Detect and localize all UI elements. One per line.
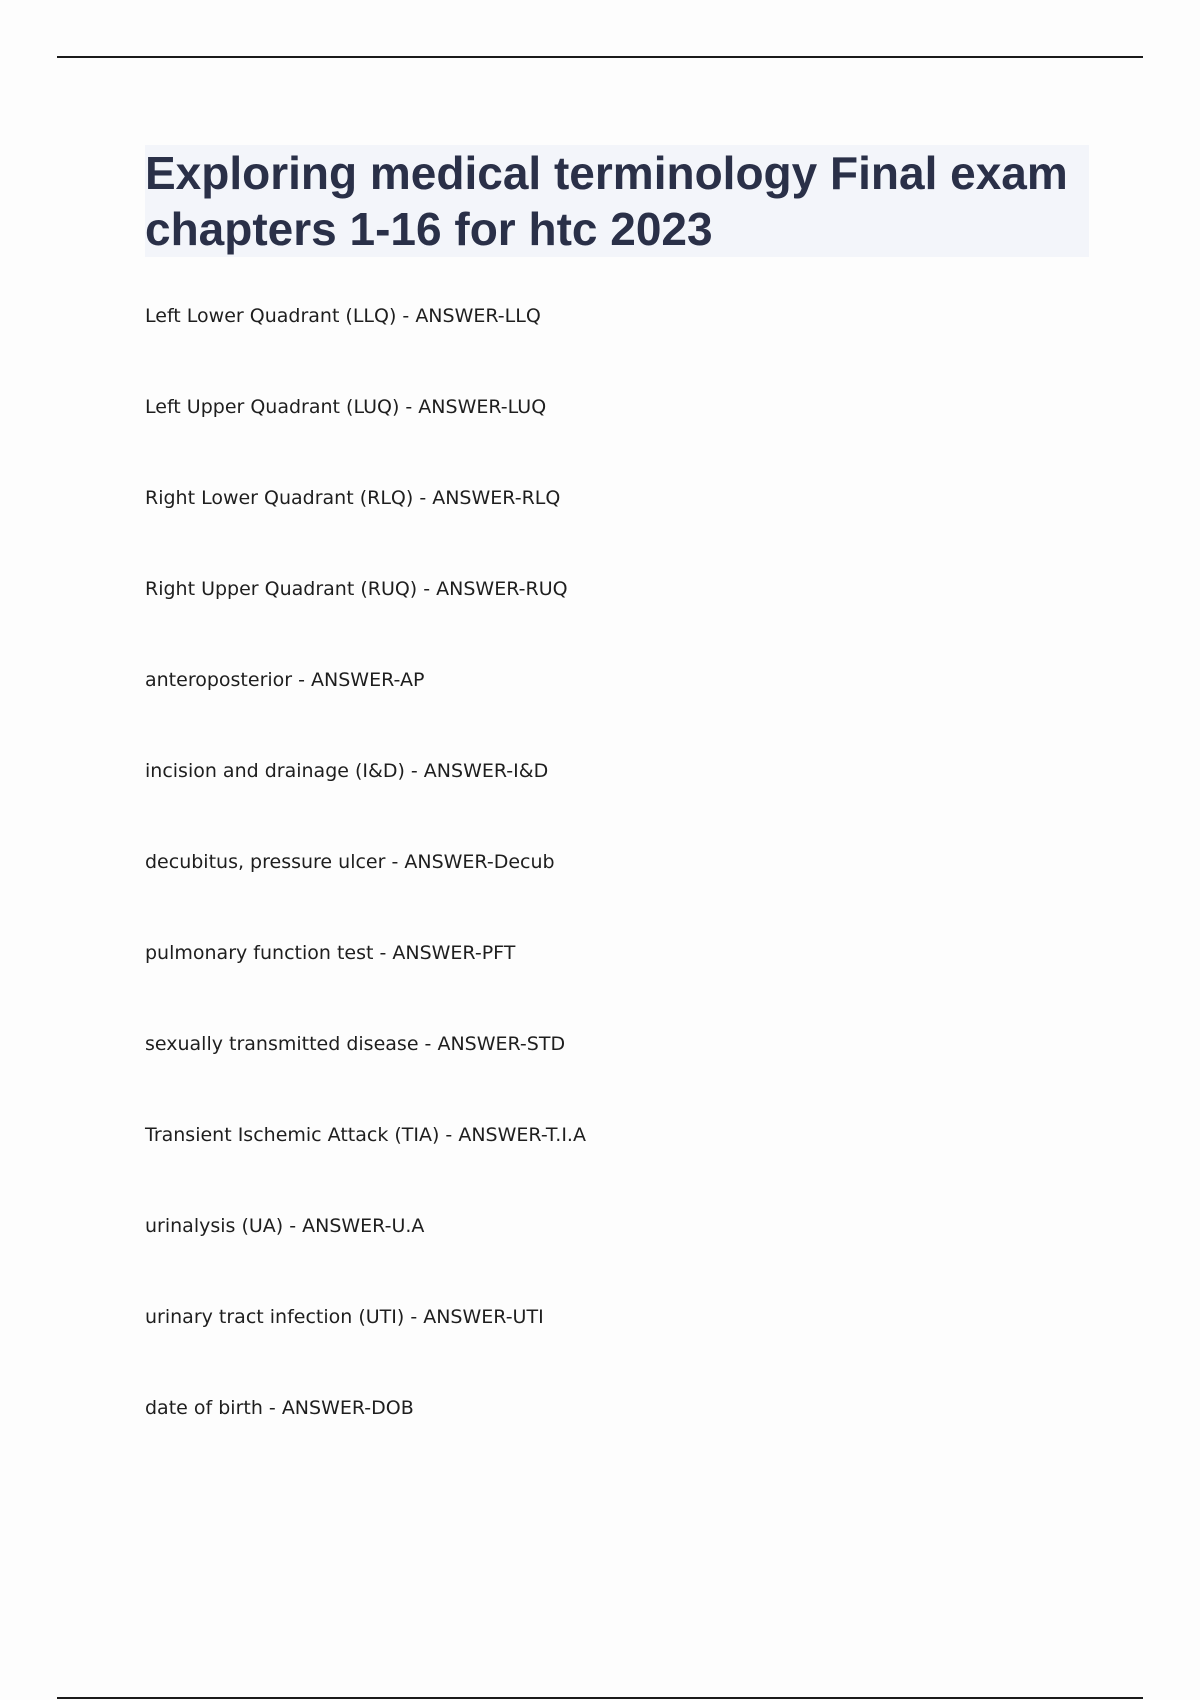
qa-item: anteroposterior - ANSWER-AP <box>145 669 425 691</box>
qa-list <box>145 300 1045 1483</box>
qa-item: pulmonary function test - ANSWER-PFT <box>145 942 516 964</box>
qa-item: decubitus, pressure ulcer - ANSWER-Decub <box>145 851 555 873</box>
qa-item: incision and drainage (I&D) - ANSWER-I&D <box>145 760 549 782</box>
qa-item: Right Upper Quadrant (RUQ) - ANSWER-RUQ <box>145 578 568 600</box>
qa-item: sexually transmitted disease - ANSWER-STD <box>145 1033 566 1055</box>
qa-item: urinary tract infection (UTI) - ANSWER-UTI <box>145 1306 544 1328</box>
title-block <box>145 145 1089 257</box>
qa-item: date of birth - ANSWER-DOB <box>145 1397 414 1419</box>
qa-item: Left Upper Quadrant (LUQ) - ANSWER-LUQ <box>145 396 547 418</box>
top-rule <box>57 56 1143 58</box>
qa-item: Transient Ischemic Attack (TIA) - ANSWER-T.I.A <box>145 1124 586 1146</box>
bottom-rule <box>57 1697 1143 1699</box>
qa-item: Left Lower Quadrant (LLQ) - ANSWER-LLQ <box>145 305 541 327</box>
qa-item: urinalysis (UA) - ANSWER-U.A <box>145 1215 425 1237</box>
qa-item: Right Lower Quadrant (RLQ) - ANSWER-RLQ <box>145 487 561 509</box>
page-title: Exploring medical terminology Final exam chapters 1-16 for htc 2023 <box>145 147 1068 255</box>
